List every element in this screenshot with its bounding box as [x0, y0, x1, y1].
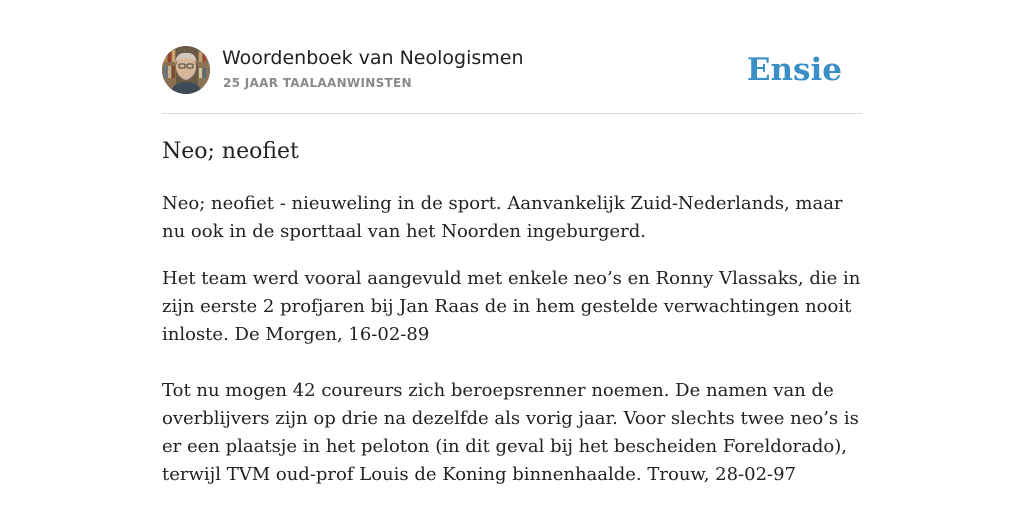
entry-body: [162, 190, 867, 508]
entry-definition: Neo; neofiet - nieuweling in de sport. Aanvankelijk Zuid-Nederlands, maar nu ook in de sporttaal van het Noorden ingeburgerd.: [162, 193, 843, 242]
ensie-logo-link[interactable]: Ensie: [746, 52, 842, 88]
avatar-portrait-graphic: [162, 46, 210, 94]
header-divider: [162, 113, 862, 114]
author-avatar-icon[interactable]: [162, 46, 210, 94]
source-title[interactable]: Woordenboek van Neologismen: [222, 47, 524, 69]
entry-term-heading: Neo; neofiet: [162, 139, 299, 164]
entry-quote: Het team werd vooral aangevuld met enkele neo’s en Ronny Vlassaks, die in zijn eerste 2 profjaren bij Jan Raas de in hem gestelde verwachtingen nooit inloste. De Morgen, 16-02-89: [162, 268, 861, 345]
source-subtitle: 25 JAAR TAALAANWINSTEN: [223, 76, 412, 90]
source-header: [162, 46, 862, 96]
entry-quote: Tot nu mogen 42 coureurs zich beroepsrenner noemen. De namen van de overblijvers zijn op drie na dezelfde als vorig jaar. Voor slechts twee neo’s is er een plaatsje in het peloton (in dit geval bij het bescheiden Foreldorado), terwijl TVM oud-prof Louis de Koning binnenhaalde. Trouw, 28-02-97: [162, 380, 859, 485]
